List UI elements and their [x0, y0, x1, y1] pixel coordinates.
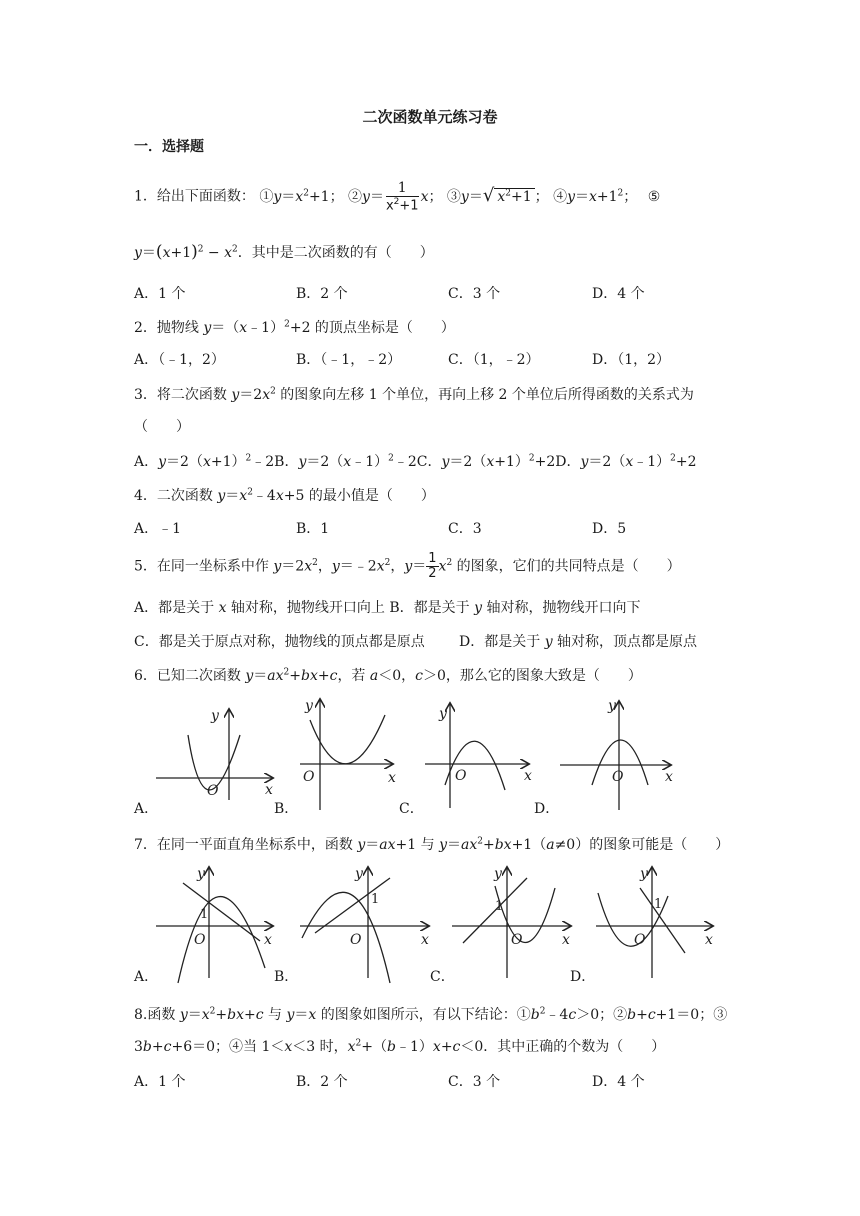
- q6a-origin: O: [207, 783, 219, 799]
- svg-text:O: O: [511, 932, 523, 948]
- q6d-x-label: x: [665, 769, 673, 785]
- q1-f1: $①y=x^2+1$；: [259, 188, 344, 205]
- svg-text:x: x: [705, 932, 713, 948]
- q4-option-b[interactable]: B．1: [296, 521, 330, 537]
- question-7: 7．在同一平面直角坐标系中，函数 y＝ax+1 与 $y=ax^2+bx+1(a\ne 0)$的图象可能是（ ）: [134, 836, 730, 853]
- q6-label-d[interactable]: D．: [534, 801, 560, 817]
- q5-option-c[interactable]: C．都是关于原点对称，抛物线的顶点都是原点: [134, 634, 425, 650]
- q6c-origin: O: [455, 768, 467, 784]
- q8-option-a[interactable]: A．1 个: [134, 1074, 186, 1090]
- q6-label-a[interactable]: A．: [134, 801, 159, 817]
- q1-number: 1．给出下面函数：: [134, 188, 255, 205]
- question-3-line2: （ ）: [134, 419, 190, 435]
- q1-option-b[interactable]: B．2 个: [296, 286, 348, 302]
- q6-graph-b: [300, 700, 392, 810]
- svg-text:x: x: [264, 932, 272, 948]
- svg-text:y: y: [197, 866, 205, 882]
- q6d-y-label: y: [608, 698, 616, 714]
- q1-f2-numerator: 1: [386, 180, 419, 197]
- question-8-line2: 3b+c+6＝0；④当 1＜x＜3 时，$x^2+(b﹣1)x+c<0$．其中正确的个数为（ ）: [134, 1038, 666, 1055]
- q7-label-c[interactable]: C．: [430, 969, 455, 985]
- question-3: 3．将二次函数 $y=2x^2$ 的图象向左移 1 个单位，再向上移 2 个单位后所得函数的关系式为: [134, 386, 694, 403]
- q7a-one: 1: [200, 907, 209, 922]
- q8-option-b[interactable]: B．2 个: [296, 1074, 348, 1090]
- question-1-line2: [134, 242, 434, 262]
- q1-f2: ②y＝ $\frac{1}{x^2+1}$ x；: [348, 180, 443, 214]
- q7-graph-b: [300, 868, 428, 983]
- q1-option-a[interactable]: A．1 个: [134, 286, 186, 302]
- q7-graph-a: [156, 868, 272, 983]
- q1-f5: $y=(x+1)^2 - x^2$: [134, 242, 238, 262]
- q6a-x-label: x: [265, 782, 273, 798]
- q2-option-b[interactable]: B．（﹣1，﹣2）: [296, 352, 402, 368]
- q3-options[interactable]: A．$y=2(x+1)^2﹣2B$．y＝2（x﹣1）$^2$﹣2C．$y=2(x+1)^2+2D$．y＝2（x﹣1）$^2$+2: [134, 453, 697, 470]
- q8-option-c[interactable]: C．3 个: [448, 1074, 501, 1090]
- q1-option-d[interactable]: D．4 个: [592, 286, 645, 302]
- q7d-one: 1: [654, 897, 663, 912]
- q6c-x-label: x: [524, 768, 532, 784]
- q4-option-d[interactable]: D．5: [592, 521, 627, 537]
- q6b-y-label: y: [305, 698, 313, 714]
- section-heading: 一．选择题: [134, 139, 204, 155]
- q2-option-a[interactable]: A．（﹣1，2）: [134, 352, 225, 368]
- q1-tail: ．其中是二次函数的有（ ）: [237, 245, 434, 261]
- q1-option-c[interactable]: C．3 个: [448, 286, 501, 302]
- question-1: [134, 180, 660, 213]
- svg-text:x: x: [562, 932, 570, 948]
- q6c-y-label: y: [439, 706, 447, 722]
- q5-option-d[interactable]: D．都是关于 y 轴对称，顶点都是原点: [459, 634, 698, 650]
- q1-f5-mark: ⑤: [647, 188, 661, 205]
- svg-text:y: y: [640, 866, 648, 882]
- question-5: 5．在同一坐标系中作 $y=2x^2$，$y=﹣2x^2$，y＝ $\frac{1}{2}$ $x^2$ 的图象，它们的共同特点是（ ）: [134, 551, 681, 581]
- page-title: 二次函数单元练习卷: [362, 108, 498, 126]
- q6b-origin: O: [303, 769, 315, 785]
- q1-f4: $④y=x+1^2$；: [553, 188, 638, 205]
- svg-text:x: x: [421, 932, 429, 948]
- q6a-y-label: y: [211, 708, 219, 724]
- svg-text:O: O: [350, 932, 362, 948]
- q7-graph-c: [452, 868, 570, 978]
- q7-label-b[interactable]: B．: [274, 969, 299, 985]
- q7-label-a[interactable]: A．: [134, 969, 159, 985]
- q5-option-ab[interactable]: A．都是关于 x 轴对称，抛物线开口向上 B．都是关于 y 轴对称，抛物线开口向下: [134, 600, 641, 616]
- q6-graphs: [0, 690, 860, 820]
- q6d-origin: O: [612, 769, 624, 785]
- q6-graph-svg: [0, 690, 860, 820]
- question-8: 8.函数 $y=x^2+bx+c$ 与 y＝x 的图象如图所示，有以下结论：$①b^2﹣4c>0$；②b+c+1＝0；③: [134, 1006, 728, 1023]
- svg-text:O: O: [194, 932, 206, 948]
- q1-f3: ③y＝√ $x^2+1$ ；: [446, 184, 549, 206]
- q2-option-d[interactable]: D．（1，2）: [592, 352, 671, 368]
- q4-option-a[interactable]: A．﹣1: [134, 521, 182, 537]
- question-2: 2．抛物线 y＝（x﹣1）$^2$+2 的顶点坐标是（ ）: [134, 319, 455, 336]
- q7-graph-d: [596, 868, 712, 978]
- svg-text:O: O: [634, 932, 646, 948]
- q6-label-c[interactable]: C．: [399, 801, 424, 817]
- q7-label-d[interactable]: D．: [570, 969, 596, 985]
- question-6: 6．已知二次函数 $y=ax^2+bx+c$，若 a＜0，c＞0，那么它的图象大致是（ ）: [134, 667, 642, 684]
- q6-label-b[interactable]: B．: [274, 801, 299, 817]
- q7b-one: 1: [371, 892, 380, 907]
- q7-graphs: [0, 858, 860, 988]
- question-4: 4．二次函数 $y=x^2﹣4x+5$ 的最小值是（ ）: [134, 487, 435, 504]
- svg-text:y: y: [494, 866, 502, 882]
- q6-graph-d: [560, 702, 670, 810]
- q4-option-c[interactable]: C．3: [448, 521, 482, 537]
- svg-text:y: y: [355, 866, 363, 882]
- q6b-x-label: x: [388, 770, 396, 786]
- q7c-one: 1: [495, 899, 504, 914]
- q8-option-d[interactable]: D．4 个: [592, 1074, 645, 1090]
- q2-option-c[interactable]: C．（1，﹣2）: [448, 352, 540, 368]
